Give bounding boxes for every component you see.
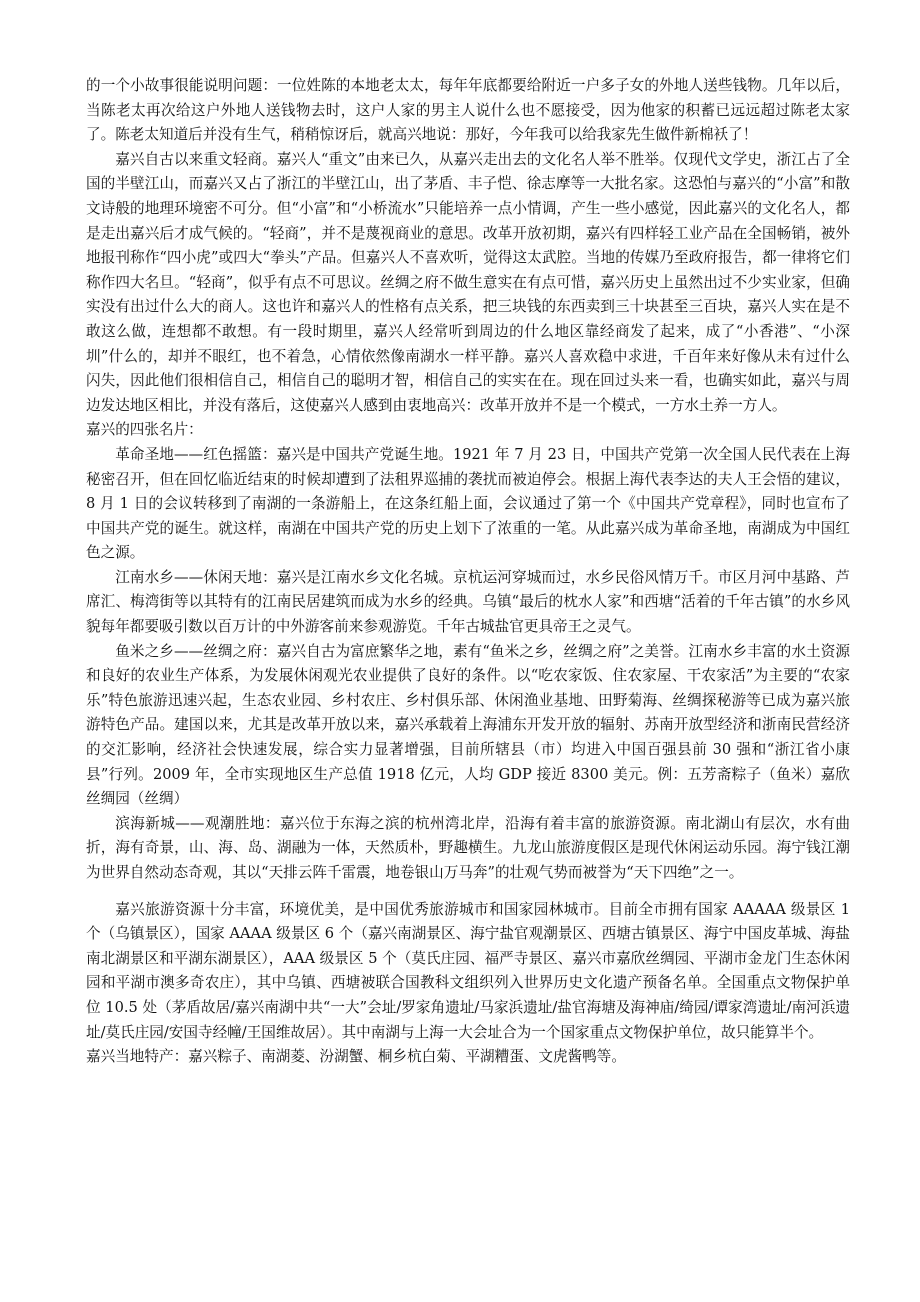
paragraph-coastal-city: 滨海新城——观潮胜地：嘉兴位于东海之滨的杭州湾北岸，沿海有着丰富的旅游资源。南北湖山有层次，水有曲折，海有奇景，山、海、岛、湖融为一体，天然质朴，野趣横生。九龙山旅游度假区是现代休闲运动乐园。海宁钱江潮为世界自然动态奇观，其以“天排云阵千雷震，地卷银山万马奔”的壮观气势而被誉为“天下四绝”之一。	[86, 814, 850, 881]
paragraph-fish-rice-silk: 鱼米之乡——丝绸之府：嘉兴自古为富庶繁华之地，素有“鱼米之乡，丝绸之府”之美誉。江南水乡丰富的水土资源和良好的农业生产体系，为发展休闲观光农业提供了良好的条件。以“吃农家饭、住农家屋、干农家活”为主要的“农家乐”特色旅游迅速兴起，生态农业园、乡村农庄、乡村俱乐部、休闲渔业基地、田野菊海、丝绸探秘游等已成为嘉兴旅游特色产品。建国以来，尤其是改革开放以来，嘉兴承载着上海浦东开发开放的辐射、苏南开放型经济和浙南民营经济的交汇影响，经济社会快速发展，综合实力显著增强，目前所辖县（市）均进入中国百强县前 30 强和“浙江省小康县”行列。2009 年，全市实现地区生产总值 1918 亿元，人均 GDP 接近 8300 美元。例：五芳斋粽子（鱼米）嘉欣丝绸园（丝绸）	[86, 642, 850, 808]
paragraph-local-specialties: 嘉兴当地特产：嘉兴粽子、南湖菱、汾湖蟹、桐乡杭白菊、平湖糟蛋、文虎酱鸭等。	[86, 1048, 626, 1066]
paragraph-tourism-resources: 嘉兴旅游资源十分丰富，环境优美，是中国优秀旅游城市和国家园林城市。目前全市拥有国家 AAAAA 级景区 1 个（乌镇景区），国家 AAAA 级景区 6 个（嘉兴南湖景区、海宁盐官观潮景区、西塘古镇景区、海宁中国皮革城、海盐南北湖景区和平湖东湖景区），AAA 级景区 5 个（莫氏庄园、福严寺景区、嘉兴市嘉欣丝绸园、平湖市金龙门生态休闲园和平湖市澳多奇农庄），其中乌镇、西塘被联合国教科文组织列入世界历史文化遗产预备名单。全国重点文物保护单位 10.5 处（茅盾故居/嘉兴南湖中共“一大”会址/罗家角遗址/马家浜遗址/盐官海塘及海神庙/绮园/谭家湾遗址/南河浜遗址/莫氏庄园/安国寺经幢/王国维故居）。其中南湖与上海一大会址合为一个国家重点文物保护单位，故只能算半个。	[86, 900, 850, 1041]
paragraph-water-town: 江南水乡——休闲天地：嘉兴是江南水乡文化名城。京杭运河穿城而过，水乡民俗风情万千。市区月河中基路、芦席汇、梅湾街等以其特有的江南民居建筑而成为水乡的经典。乌镇“最后的枕水人家”和西塘“活着的千年古镇”的水乡风貌每年都要吸引数以百万计的中外游客前来参观游览。千年古城盐官更具帝王之灵气。	[86, 568, 850, 636]
paragraph-story-continuation: 的一个小故事很能说明问题：一位姓陈的本地老太太，每年年底都要给附近一户多子女的外地人送些钱物。几年以后，当陈老太再次给这户外地人送钱物去时，这户人家的男主人说什么也不愿接受，因为他家的积蓄已远远超过陈老太家了。陈老太知道后并没有生气，稍稍惊讶后，就高兴地说：那好，今年我可以给我家先生做件新棉袄了！	[86, 77, 850, 144]
document-page	[86, 74, 850, 1070]
paragraph-revolution-site: 革命圣地——红色摇篮：嘉兴是中国共产党诞生地。1921 年 7 月 23 日，中国共产党第一次全国人民代表在上海秘密召开，但在回忆临近结束的时候却遭到了法租界巡捕的袭扰而被迫停会。根据上海代表李达的夫人王会悟的建议，8 月 1 日的会议转移到了南湖的一条游船上，在这条红船上面，会议通过了第一个《中国共产党章程》，同时也宣布了中国共产党的诞生。就这样，南湖在中国共产党的历史上划下了浓重的一笔。从此嘉兴成为革命圣地，南湖成为中国红色之源。	[86, 445, 850, 562]
paragraph-culture-commerce: 嘉兴自古以来重文轻商。嘉兴人“重文”由来已久，从嘉兴走出去的文化名人举不胜举。仅现代文学史，浙江占了全国的半壁江山，而嘉兴又占了浙江的半壁江山，出了茅盾、丰子恺、徐志摩等一大批名家。这恐怕与嘉兴的“小富”和散文诗般的地理环境密不可分。但“小富”和“小桥流水”只能培养一点小情调，产生一些小感觉，因此嘉兴的文化名人，都是走出嘉兴后才成气候的。“轻商”，并不是蔑视商业的意思。改革开放初期，嘉兴有四样轻工业产品在全国畅销，被外地报刊称作“四小虎”或四大“拳头”产品。但嘉兴人不喜欢听，觉得这太武腔。当地的传媒乃至政府报告，都一律将它们称作四大名旦。“轻商”，似乎有点不可思议。丝绸之府不做生意实在有点可惜，嘉兴历史上虽然出过不少实业家，但确实没有出过什么大的商人。这也许和嘉兴人的性格有点关系，把三块钱的东西卖到三十块甚至三百块，嘉兴人实在是不敢这么做，连想都不敢想。有一段时期里，嘉兴人经常听到周边的什么地区靠经商发了起来，成了“小香港”、“小深圳”什么的，却并不眼红，也不着急，心情依然像南湖水一样平静。嘉兴人喜欢稳中求进，千百年来好像从未有过什么闪失，因此他们很相信自己，相信自己的聪明才智，相信自己的实实在在。现在回过头来一看，也确实如此，嘉兴与周边发达地区相比，并没有落后，这使嘉兴人感到由衷地高兴：改革开放并不是一个模式，一方水土养一方人。	[86, 150, 850, 414]
section-heading-four-cards: 嘉兴的四张名片：	[86, 421, 203, 439]
